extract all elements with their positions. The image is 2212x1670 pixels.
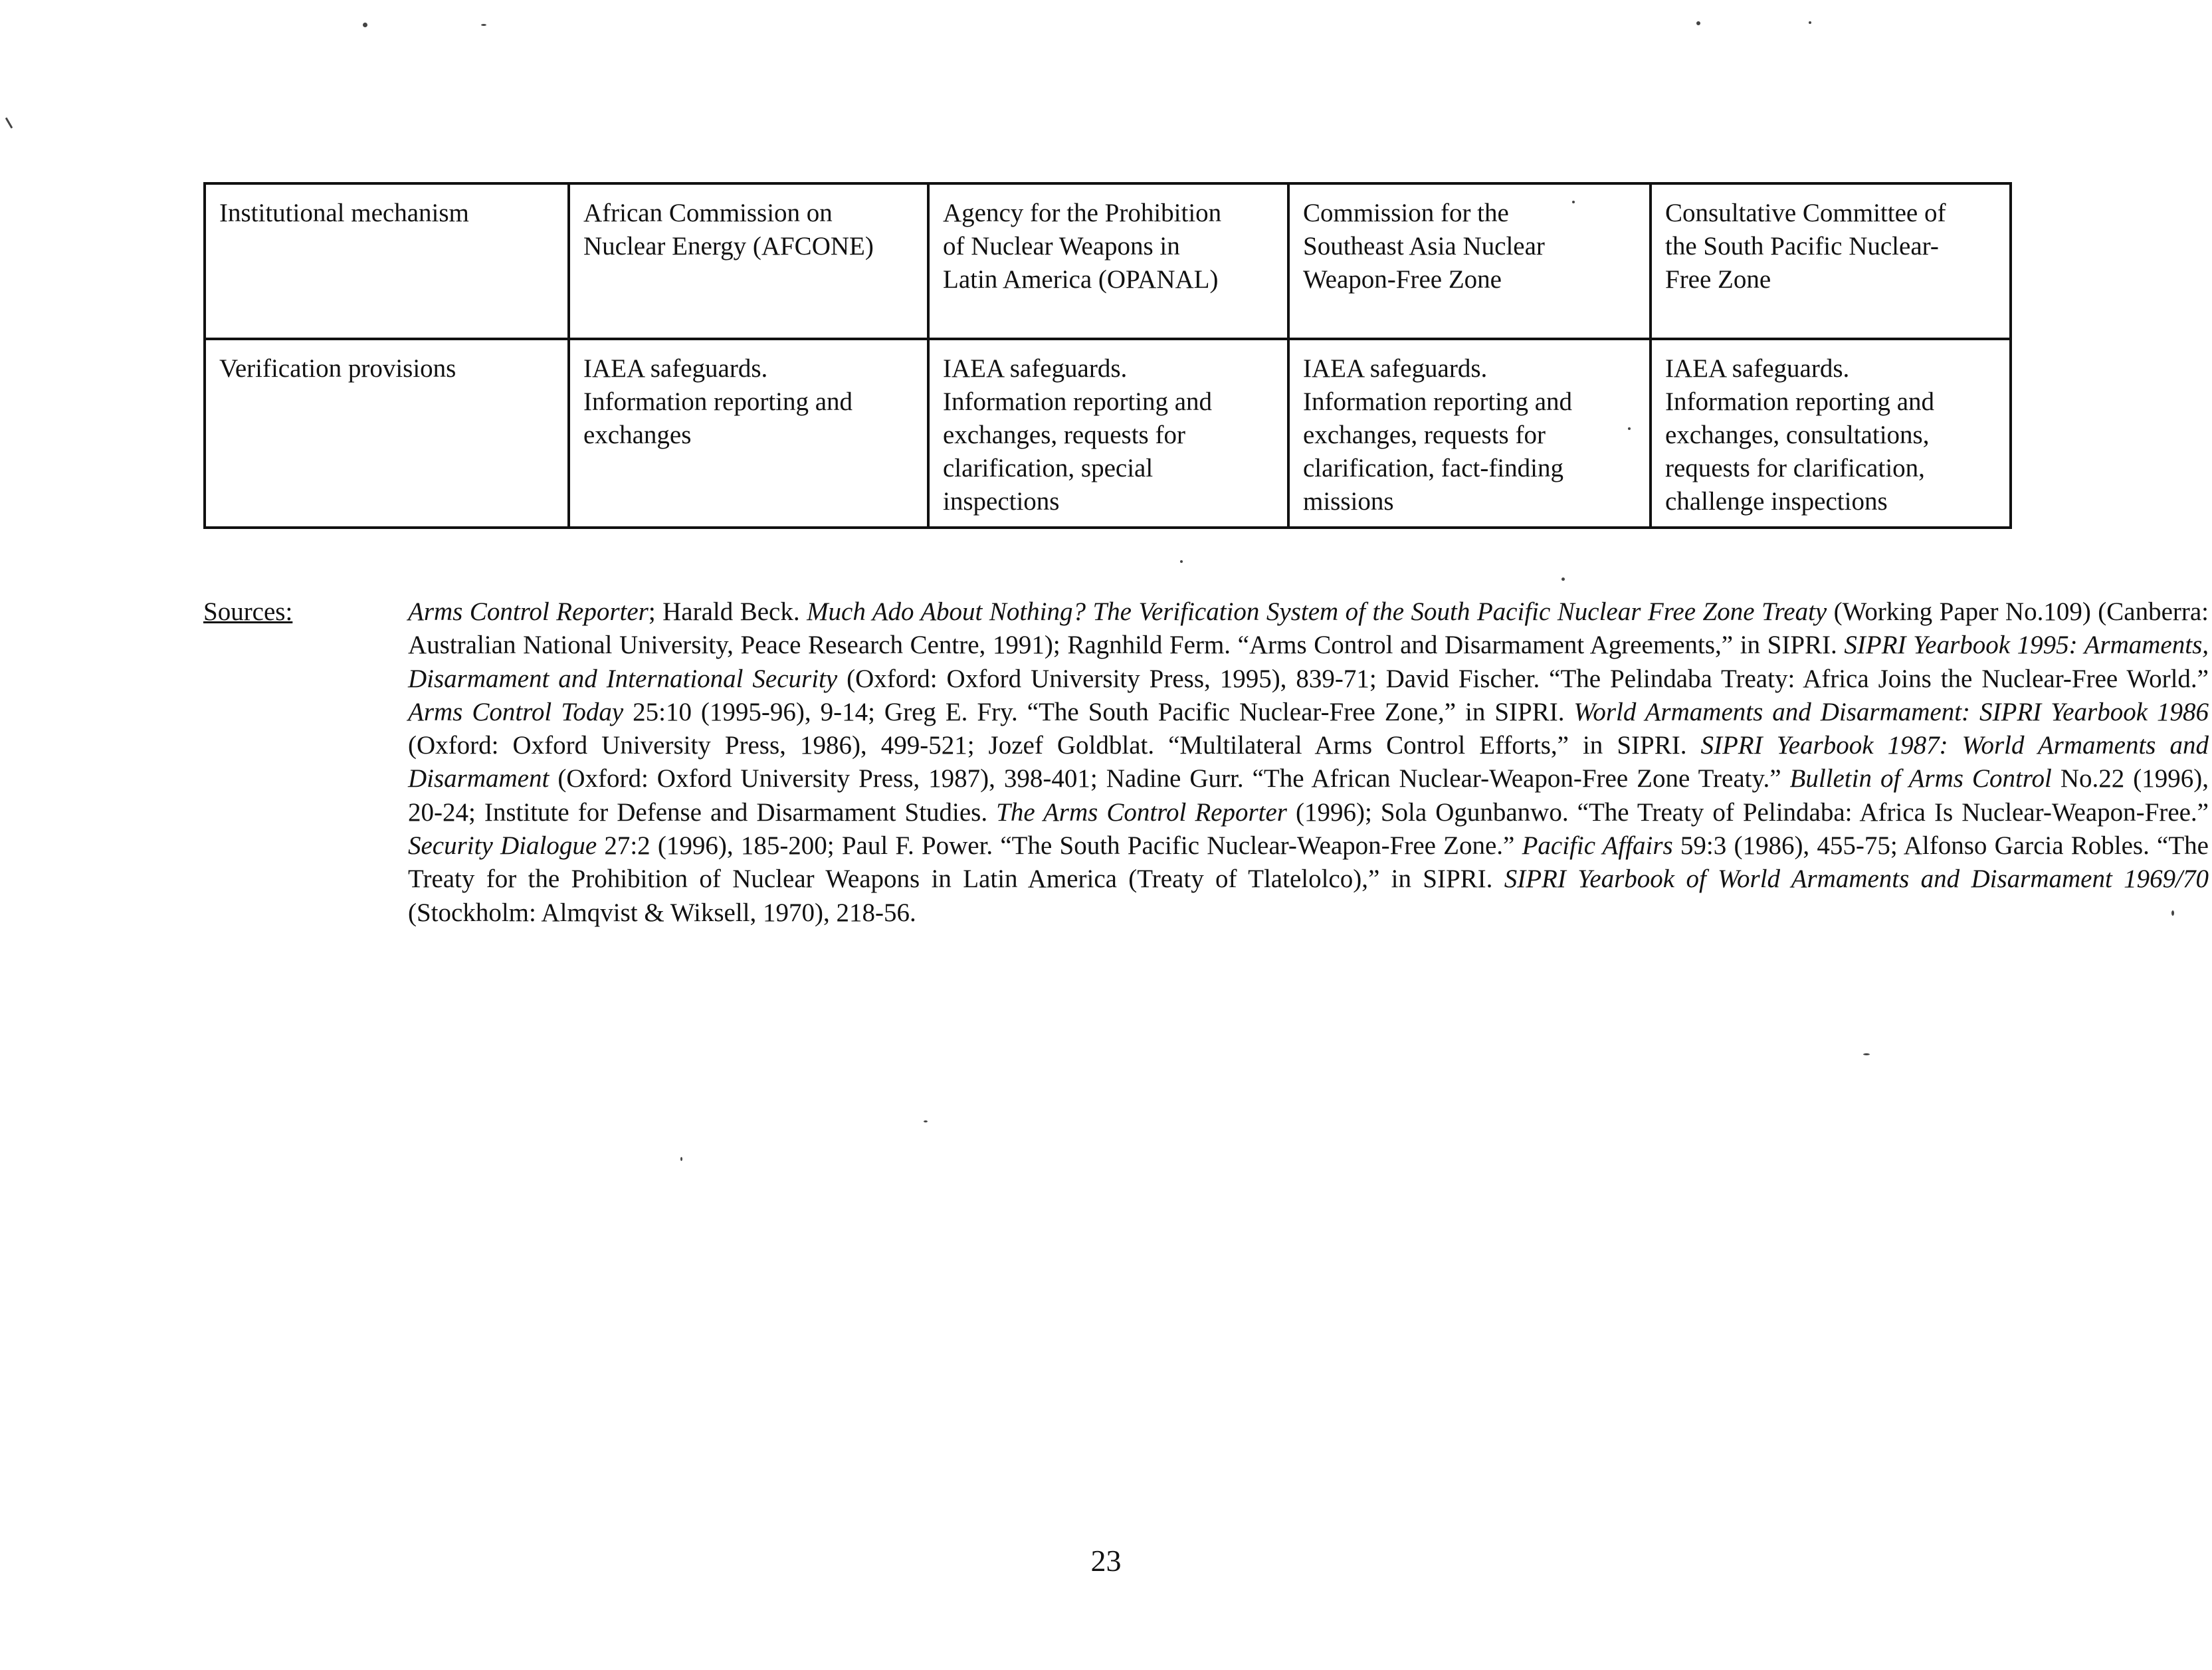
cell-text-line: exchanges (583, 421, 692, 449)
table-cell (569, 183, 928, 339)
citation-title: Arms Control Today (408, 697, 624, 726)
cell-text-line: Information reporting and (1303, 387, 1573, 416)
row-header-cell (205, 183, 569, 339)
row-header-cell (205, 339, 569, 528)
scan-speck (1809, 21, 1811, 24)
citation-text: (Oxford: Oxford University Press, 1987), 398-401; Nadine Gurr. “The African Nuclear-Weapon-Free Zone Treaty.” (549, 764, 1790, 793)
scan-speck (1863, 1053, 1870, 1055)
cell-text-line: Information reporting and (943, 387, 1213, 416)
cell-text-line: clarification, fact-finding (1303, 454, 1563, 482)
citation-title: Bulletin of Arms Control (1789, 764, 2052, 793)
cell-text-line: clarification, special (943, 454, 1154, 482)
citation-title: Security Dialogue (408, 831, 597, 861)
scan-speck (1180, 560, 1183, 563)
cell-text-line: Nuclear Energy (AFCONE) (583, 232, 874, 261)
cell-text-line: Consultative Committee of (1665, 199, 1946, 227)
cell-text-line: IAEA safeguards. (1303, 354, 1488, 383)
cell-text-line: of Nuclear Weapons in (943, 232, 1180, 261)
citation-title: Pacific Affairs (1522, 831, 1673, 861)
cell-text-line: the South Pacific Nuclear- (1665, 232, 1939, 261)
scan-speck (924, 1120, 928, 1122)
cell-text-line: Information reporting and (1665, 387, 1935, 416)
citation-title: Much Ado About Nothing? The Verification System of the South Pacific Nuclear Free Zone Treaty (807, 597, 1827, 626)
cell-text-line: Free Zone (1665, 265, 1771, 294)
table-row (205, 339, 2011, 528)
table-cell (928, 183, 1288, 339)
cell-text-line: IAEA safeguards. (583, 354, 768, 383)
citation-text: 59:3 (1986), 455-75; Alfonso Garcia Robles. “The Treaty for the Prohibition of Nuclear Weapons in Latin America (Treaty of Tlatelolco),” in SIPRI. (408, 831, 2209, 894)
cell-text-line: challenge inspections (1665, 487, 1888, 516)
citation-text: No.22 (1996), 20-24; Institute for Defense and Disarmament Studies. (408, 764, 2209, 827)
scan-speck (1628, 427, 1631, 430)
citation-text: (1996); Sola Ogunbanwo. “The Treaty of Pelindaba: Africa Is Nuclear-Weapon-Free.” (1286, 797, 2209, 827)
cell-text-line: missions (1303, 487, 1394, 516)
cell-text-line: IAEA safeguards. (1665, 354, 1850, 383)
sources-label: Sources: (203, 597, 293, 626)
citation-text: (Oxford: Oxford University Press, 1995), 839-71; David Fischer. “The Pelindaba Treaty: Africa Joins the Nuclear-Free World.” (837, 664, 2209, 693)
table-cell (1288, 339, 1651, 528)
cell-text-line: Agency for the Prohibition (943, 199, 1222, 227)
cell-text-line: IAEA safeguards. (943, 354, 1128, 383)
citation-text: (Working Paper No.109) (Canberra: Australian National University, Peace Research Centre, 1991); Ragnhild Ferm. “Arms Control and Disarmament Agreements,” in SIPRI. (408, 597, 2209, 660)
table-cell (569, 339, 928, 528)
cell-text-line: African Commission on (583, 199, 833, 227)
table-cell (1651, 339, 2011, 528)
scan-speck (5, 117, 13, 128)
citation-title: World Armaments and Disarmament: SIPRI Yearbook 1986 (1573, 697, 2209, 726)
cell-text-line: exchanges, requests for (943, 421, 1185, 449)
cell-text-line: inspections (943, 487, 1060, 516)
sources-citations (408, 595, 2209, 930)
scan-speck (2171, 910, 2174, 916)
scan-speck (363, 23, 367, 27)
cell-text-line: requests for clarification, (1665, 454, 1925, 482)
scan-speck (481, 24, 486, 26)
table-cell (1651, 183, 2011, 339)
comparison-table-container (203, 182, 2009, 529)
comparison-table-body (205, 183, 2011, 528)
citation-title: SIPRI Yearbook 1995: Armaments, Disarmament and International Security (408, 631, 2209, 693)
citation-text: 25:10 (1995-96), 9-14; Greg E. Fry. “The South Pacific Nuclear-Free Zone,” in SIPRI. (623, 697, 1574, 726)
cell-text-line: Southeast Asia Nuclear (1303, 232, 1545, 261)
page-number: 23 (1090, 1544, 1122, 1578)
cell-text-line: exchanges, requests for (1303, 421, 1546, 449)
cell-text-line: Information reporting and (583, 387, 853, 416)
cell-text-line: Verification provisions (219, 354, 456, 383)
citation-title: The Arms Control Reporter (996, 797, 1287, 827)
table-row (205, 183, 2011, 339)
table-cell (1288, 183, 1651, 339)
scan-speck (1572, 201, 1575, 203)
citation-title: SIPRI Yearbook of World Armaments and Disarmament 1969/70 (1504, 865, 2209, 894)
citation-text: (Oxford: Oxford University Press, 1986), 499-521; Jozef Goldblat. “Multilateral Arms Control Efforts,” in SIPRI. (408, 731, 1701, 760)
cell-text-line: exchanges, consultations, (1665, 421, 1930, 449)
citation-text: (Stockholm: Almqvist & Wiksell, 1970), 218-56. (408, 898, 916, 927)
comparison-table (203, 182, 2012, 529)
citation-text: ; Harald Beck. (648, 597, 807, 626)
citation-title: SIPRI Yearbook 1987: World Armaments and Disarmament (408, 731, 2209, 793)
table-cell (928, 339, 1288, 528)
citation-title: Arms Control Reporter (408, 597, 649, 626)
cell-text-line: Commission for the (1303, 199, 1509, 227)
scan-speck (680, 1157, 682, 1161)
scan-speck (1561, 577, 1565, 581)
scan-speck (1696, 21, 1700, 25)
cell-text-line: Institutional mechanism (219, 199, 469, 227)
cell-text-line: Weapon-Free Zone (1303, 265, 1502, 294)
citation-text: 27:2 (1996), 185-200; Paul F. Power. “The South Pacific Nuclear-Weapon-Free Zone.” (597, 831, 1522, 861)
cell-text-line: Latin America (OPANAL) (943, 265, 1219, 294)
